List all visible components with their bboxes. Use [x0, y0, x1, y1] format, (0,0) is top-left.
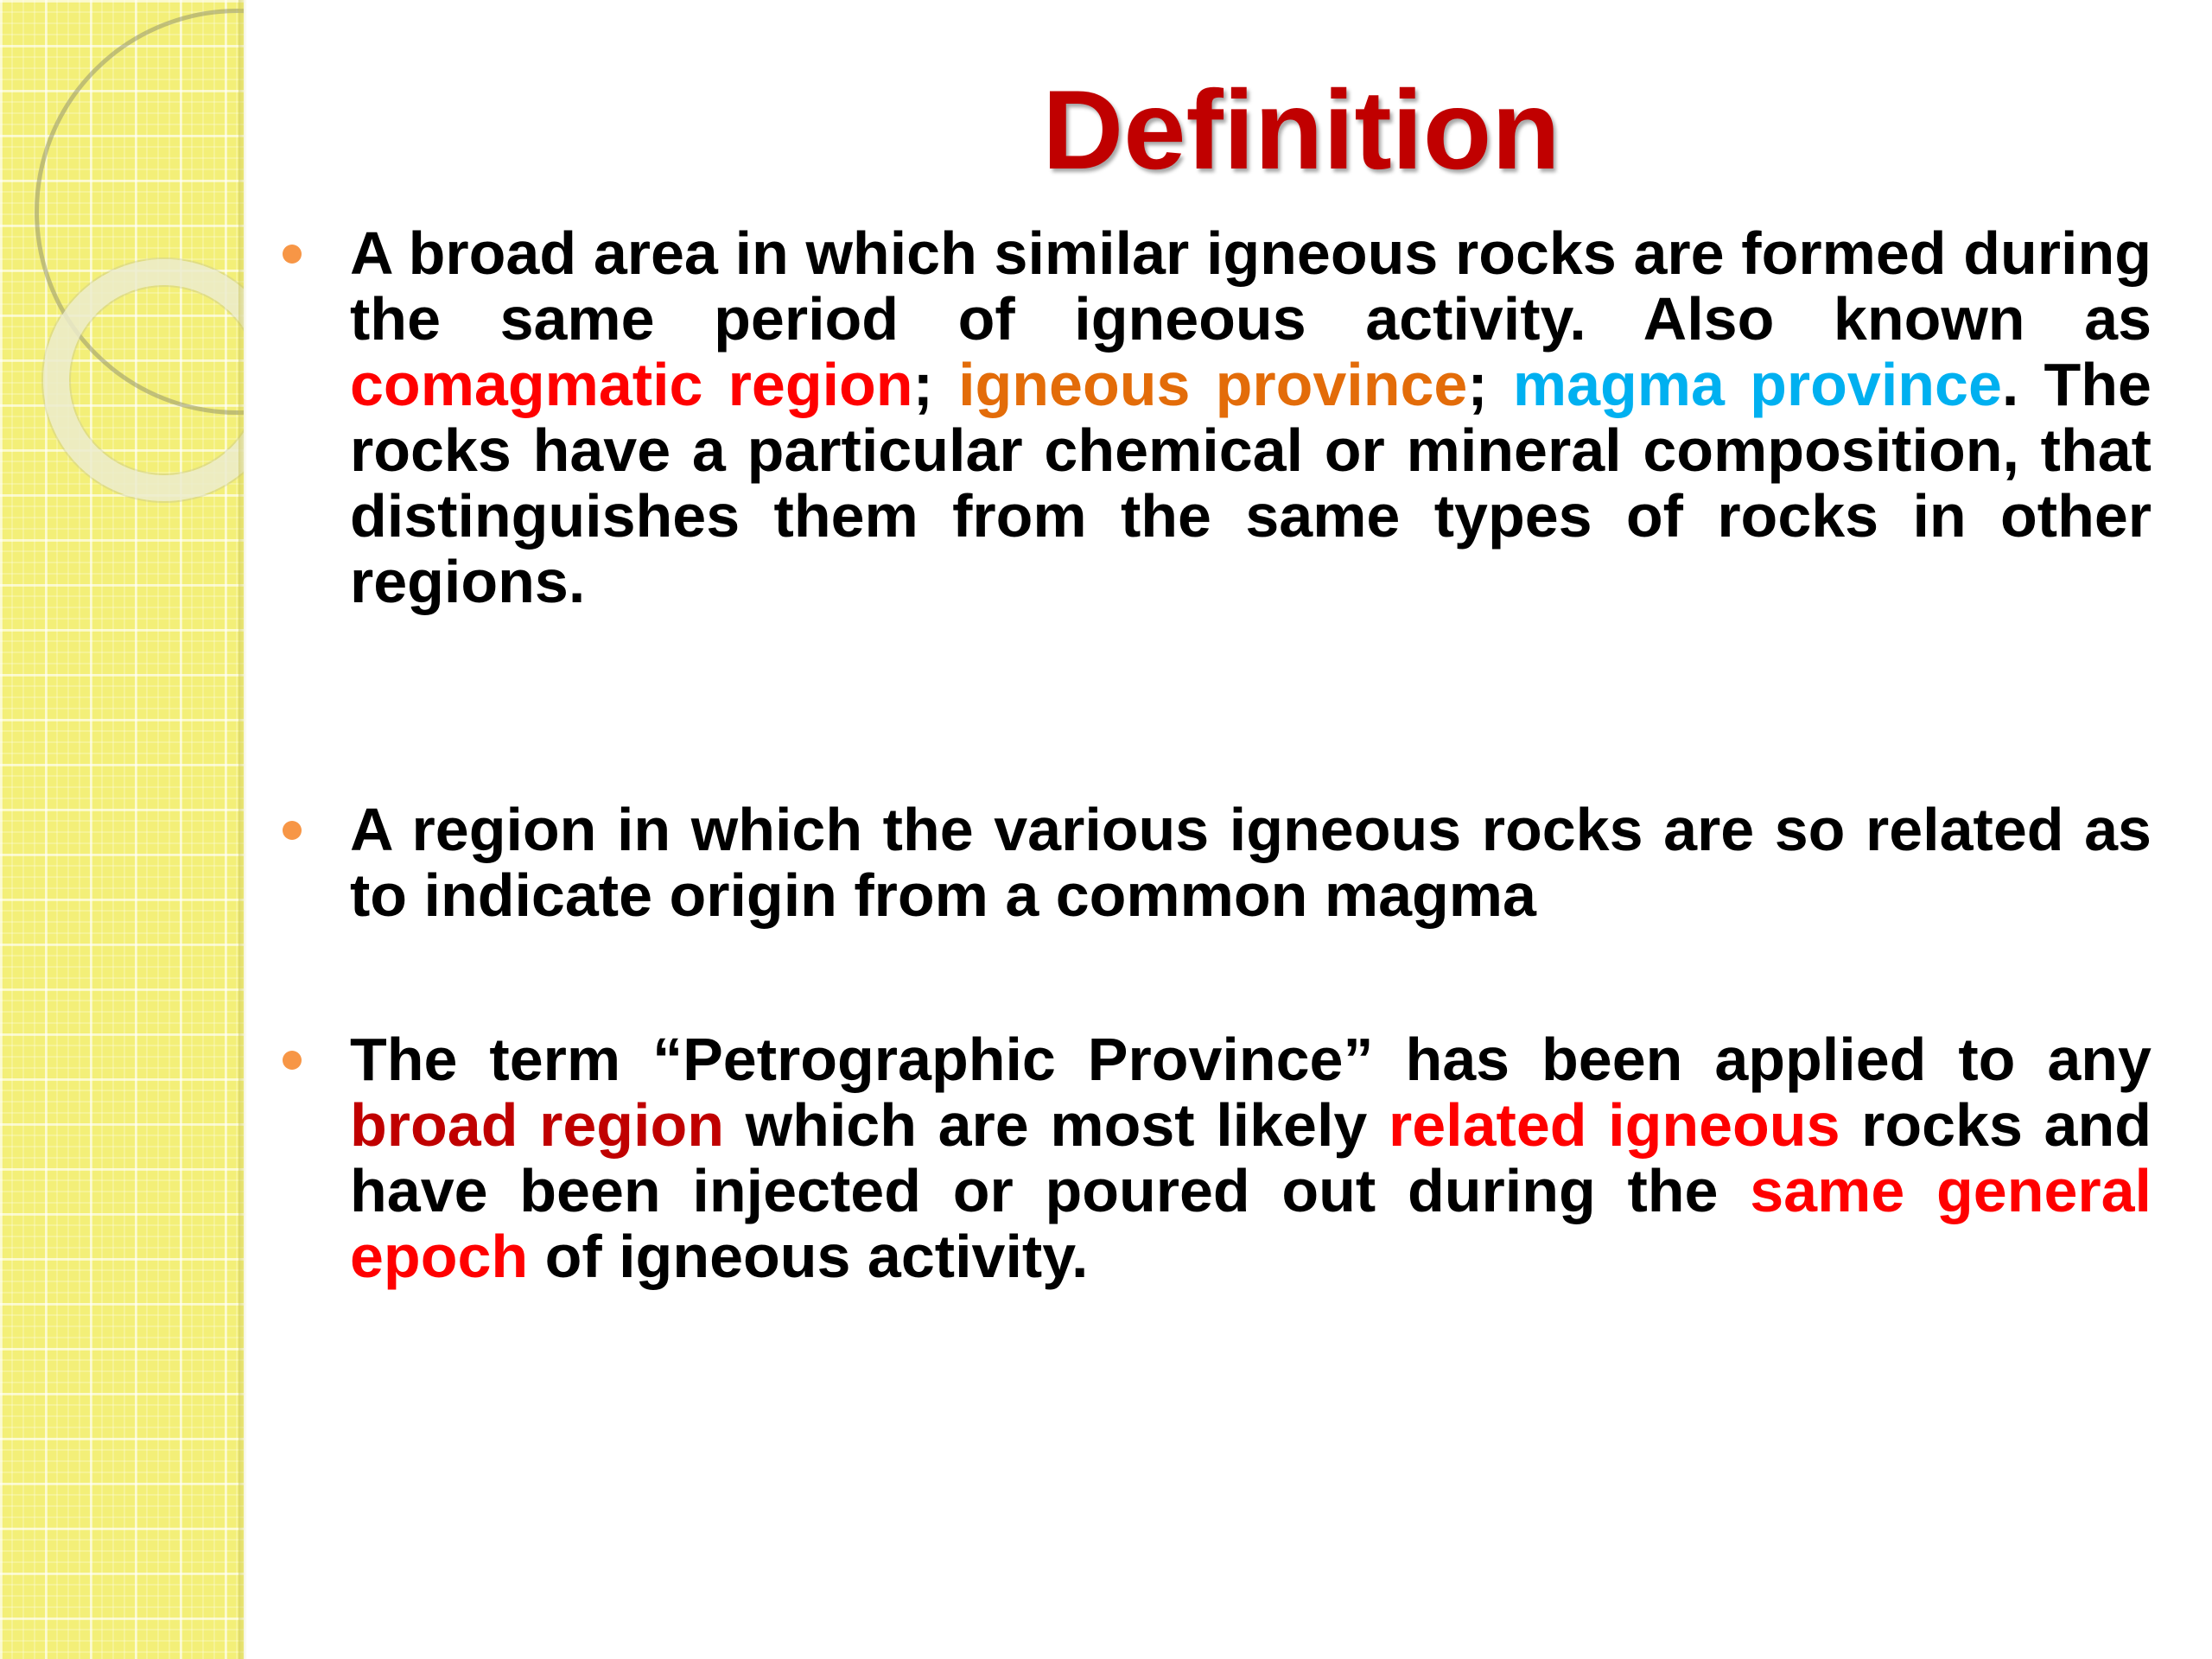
- slide-title: Definition: [1042, 67, 1560, 193]
- highlight-term: comagmatic region: [350, 351, 913, 418]
- bullet-definition-2: [350, 797, 2152, 928]
- bullet-text: ;: [1467, 351, 1513, 418]
- highlight-term: related igneous: [1388, 1091, 1840, 1159]
- side-strip-edge: [238, 0, 247, 1659]
- highlight-term: same general epoch: [350, 1157, 2152, 1290]
- bullet-text: A broad area in which similar igneous rocks are formed during the same period of igneous activity. Also known as: [350, 219, 2152, 353]
- bullet-text: rocks and have been injected or poured out during the: [350, 1091, 2152, 1224]
- bullet-definition-3: [350, 1027, 2152, 1289]
- bullet-text: A region in which the various igneous rocks are so related as to indicate origin from a common magma: [350, 796, 2152, 929]
- decorative-side-strip: [0, 0, 244, 1659]
- highlight-term: igneous province: [958, 351, 1468, 418]
- bullet-text: ;: [912, 351, 959, 418]
- bullet-text: which are most likely: [723, 1091, 1389, 1159]
- bullet-dot-icon: [283, 1051, 302, 1070]
- highlight-term: broad region: [350, 1091, 724, 1159]
- decorative-thick-ring: [0, 242, 244, 536]
- bullet-text: . The rocks have a particular chemical or mineral composition, that distinguishes them from the same types of rocks in other regions.: [350, 351, 2152, 615]
- bullet-definition-1: [350, 220, 2152, 614]
- bullet-dot-icon: [283, 821, 302, 840]
- bullet-text: The term “Petrographic Province” has been applied to any: [350, 1026, 2152, 1093]
- bullet-dot-icon: [283, 245, 302, 264]
- bullet-text: of igneous activity.: [528, 1223, 1089, 1290]
- highlight-term: magma province: [1512, 351, 2002, 418]
- bullet-list: [350, 220, 2152, 1289]
